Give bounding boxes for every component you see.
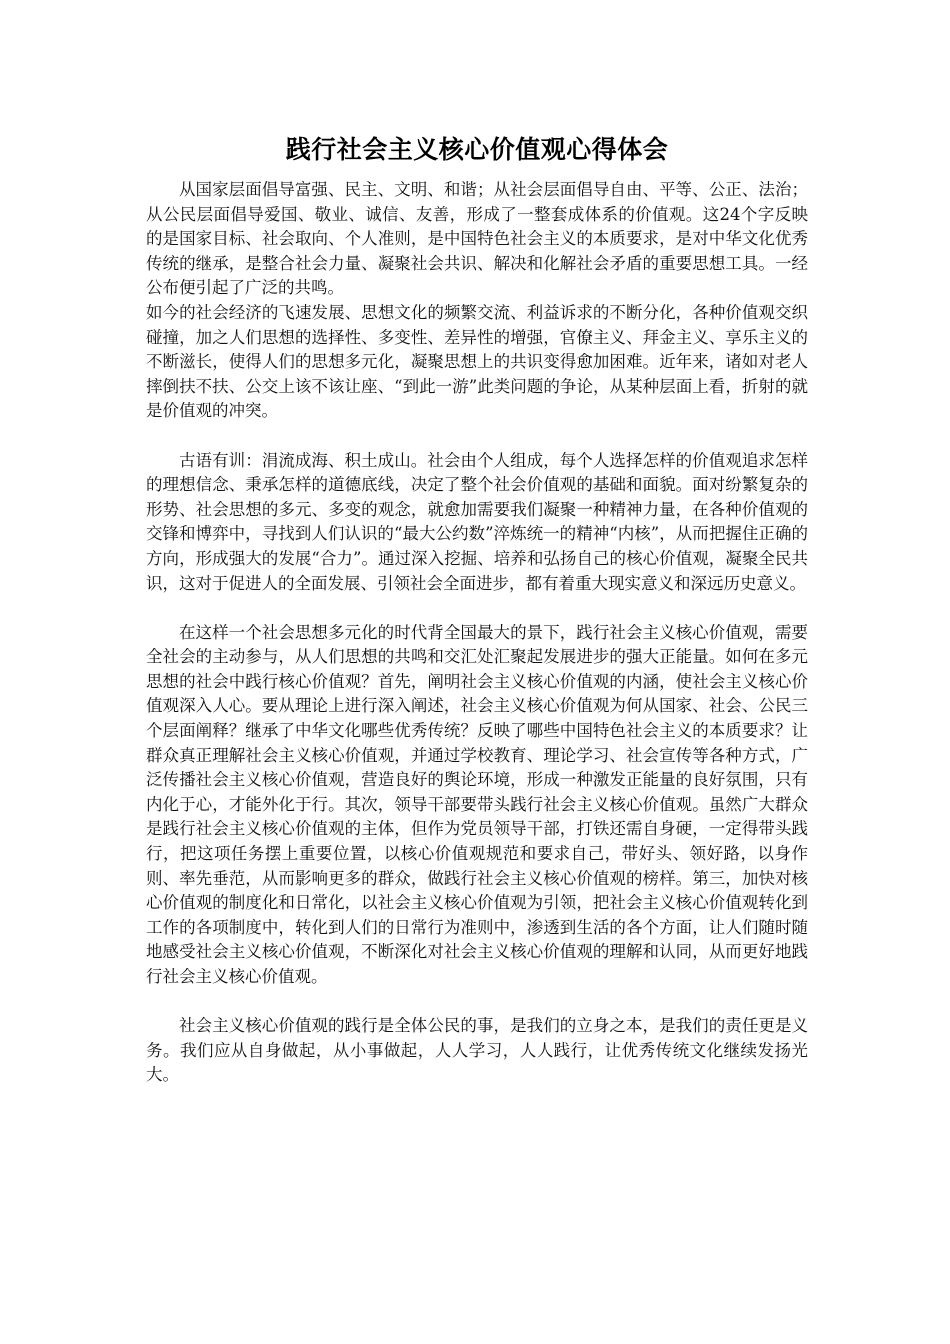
document-page — [146, 128, 808, 1088]
paragraph-conclusion: 社会主义核心价值观的践行是全体公民的事，是我们的立身之本，是我们的责任更是义务。我们应从自身做起，从小事做起，人人学习，人人践行，让优秀传统文化继续发扬光大。 — [146, 1016, 808, 1085]
paragraph-spacer — [146, 424, 808, 449]
paragraph-how-to-practice: 在这样一个社会思想多元化的时代背全国最大的景下，践行社会主义核心价值观，需要全社会的主动参与，从人们思想的共鸣和交汇处汇聚起发展进步的强大正能量。如何在多元思想的社会中践行核心价值观？首先，阐明社会主义核心价值观的内涵，使社会主义核心价值观深入人心。要从理论上进行深入阐述，社会主义核心价值观为何从国家、社会、公民三个层面阐释？继承了中华文化哪些优秀传统？反映了哪些中国特色社会主义的本质要求？让群众真正理解社会主义核心价值观，并通过学校教育、理论学习、社会宣传等各种方式，广泛传播社会主义核心价值观，营造良好的舆论环境，形成一种激发正能量的良好氛围，只有内化于心，才能外化于行。其次，领导干部要带头践行社会主义核心价值观。虽然广大群众是践行社会主义核心价值观的主体，但作为党员领导干部，打铁还需自身硬，一定得带头践行，把这项任务摆上重要位置，以核心价值观规范和要求自己，带好头、领好路，以身作则、率先垂范，从而影响更多的群众，做践行社会主义核心价值观的榜样。第三，加快对核心价值观的制度化和日常化，以社会主义核心价值观为引领，把社会主义核心价值观转化到工作的各项制度中，转化到人们的日常行为准则中，渗透到生活的各个方面，让人们随时随地感受社会主义核心价值观，不断深化对社会主义核心价值观的理解和认同，从而更好地践行社会主义核心价值观。 — [146, 622, 808, 986]
paragraph-spacer — [146, 990, 808, 1015]
document-title: 践行社会主义核心价值观心得体会 — [285, 135, 669, 164]
paragraph-core-values-definition: 从国家层面倡导富强、民主、文明、和谐；从社会层面倡导自由、平等、公正、法治；从公民层面倡导爱国、敬业、诚信、友善，形成了一整套成体系的价值观。这24个字反映的是国家目标、社会取向、个人准则，是中国特色社会主义的本质要求，是对中华文化优秀传统的继承，是整合社会力量、凝聚社会共识、解决和化解社会矛盾的重要思想工具。一经公布便引起了广泛的共鸣。 — [146, 180, 808, 298]
paragraph-spacer — [146, 596, 808, 621]
paragraph-value-conflicts: 如今的社会经济的飞速发展、思想文化的频繁交流、利益诉求的不断分化，各种价值观交织碰撞，加之人们思想的选择性、多变性、差异性的增强，官僚主义、拜金主义、享乐主义的不断滋长，使得人们的思想多元化，凝聚思想上的共识变得愈加困难。近年来，诸如对老人摔倒扶不扶、公交上该不该让座、“到此一游”此类问题的争论，从某种层面上看，折射的就是价值观的冲突。 — [146, 302, 808, 421]
paragraph-ancient-saying: 古语有训：涓流成海、积土成山。社会由个人组成，每个人选择怎样的价值观追求怎样的理想信念、秉承怎样的道德底线，决定了整个社会价值观的基础和面貌。面对纷繁复杂的形势、社会思想的多元、多变的观念，就愈加需要我们凝聚一种精神力量，在各种价值观的交锋和博弈中，寻找到人们认识的“最大公约数”淬炼统一的精神“内核”，从而把握住正确的方向，形成强大的发展“合力”。通过深入挖掘、培养和弘扬自己的核心价值观，凝聚全民共识，这对于促进人的全面发展、引领社会全面进步，都有着重大现实意义和深远历史意义。 — [146, 450, 808, 593]
